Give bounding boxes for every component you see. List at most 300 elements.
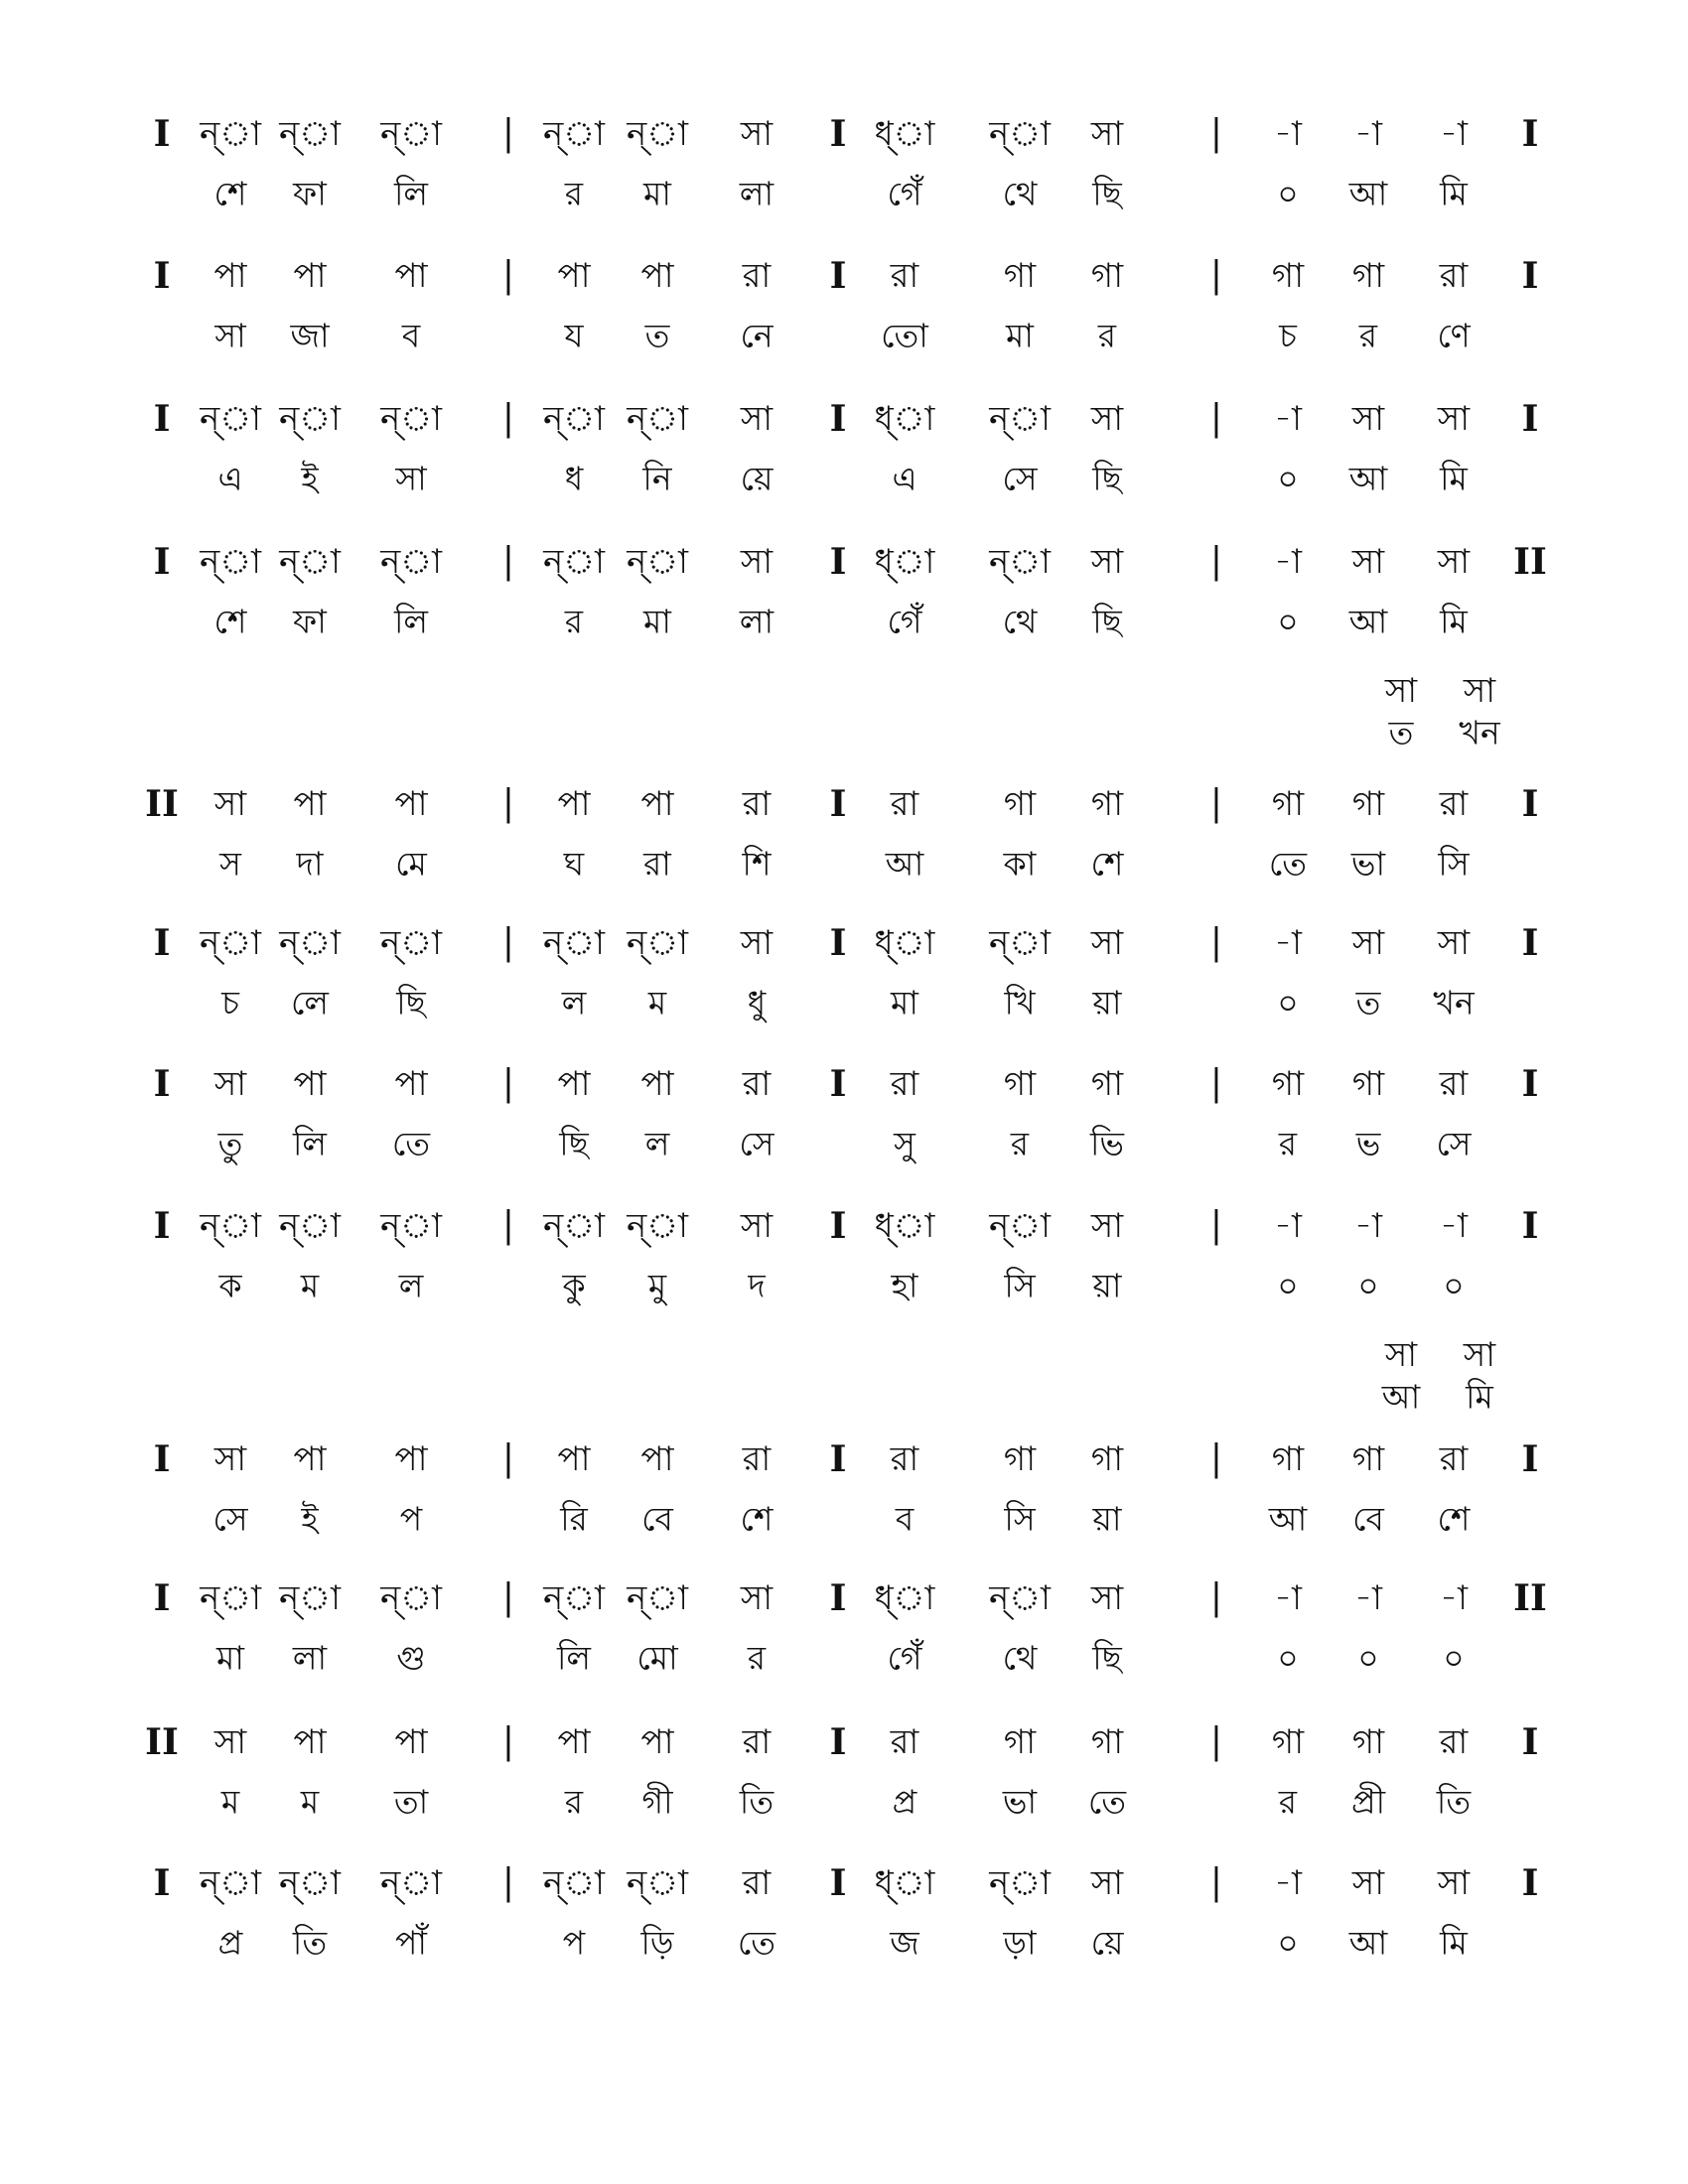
measure-marker: I [829,541,847,583]
lyric-syllable: মি [1440,459,1468,498]
swara-note: সা [740,1206,774,1246]
lyric-syllable: মা [216,1638,244,1678]
swara-note: ন্া [279,923,341,963]
swara-note: সা [213,1439,247,1479]
measure-marker: I [829,1205,847,1247]
measure-marker: I [1521,783,1539,825]
measure-marker: I [153,541,171,583]
coda-note: সা [1463,1335,1496,1375]
swara-note: রা [890,784,919,824]
lyric-syllable: ০ [1277,459,1299,498]
swara-note: ন্া [279,399,341,439]
swara-note: ন্া [380,1863,442,1903]
lyric-syllable: ই [301,1499,319,1539]
lyric-syllable: তা [393,1782,429,1822]
swara-note: সা [1090,399,1124,439]
beat-divider: | [1209,783,1223,824]
swara-note: পা [293,256,327,296]
lyric-syllable: শে [740,1499,774,1539]
measure-marker: I [1521,255,1539,297]
swara-note: পা [557,256,591,296]
lyric-syllable: ছি [1092,174,1122,213]
beat-divider: | [501,255,515,296]
coda-lyric: খন [1459,713,1500,752]
swara-note: ন্া [200,1863,261,1903]
beat-divider: | [1209,1862,1223,1903]
lyric-syllable: গী [641,1782,673,1822]
swara-note: ধ্া [874,399,935,439]
lyric-syllable: গেঁ [887,174,922,213]
lyric-syllable: ব [895,1499,914,1539]
swara-note: ন্া [627,1863,688,1903]
lyric-syllable: ম [300,1266,320,1305]
lyric-syllable: শে [213,602,247,641]
lyric-syllable: ড়ি [640,1923,674,1963]
measure-marker: II [1513,541,1547,583]
beat-divider: | [501,1721,515,1762]
swara-note: -া [1354,1206,1382,1246]
lyric-syllable: সি [1438,844,1470,884]
swara-note: রা [742,1863,772,1903]
lyric-syllable: আ [885,844,924,884]
swara-note: পা [557,1439,591,1479]
swara-note: সা [1437,542,1471,582]
swara-note: ন্া [279,542,341,582]
beat-divider: | [501,113,515,154]
swara-note: পা [213,256,247,296]
swara-note: গা [1351,1722,1385,1762]
lyric-syllable: ফা [293,602,327,641]
lyric-syllable: শে [213,174,247,213]
lyric-syllable: ত [1355,983,1381,1023]
swara-note: সা [1351,923,1385,963]
swara-note: ন্া [380,923,442,963]
swara-note: সা [213,784,247,824]
swara-note: পা [557,1722,591,1762]
beat-divider: | [1209,398,1223,439]
swara-note: ধ্া [874,1206,935,1246]
lyric-syllable: মি [1440,602,1468,641]
lyric-syllable: নে [740,316,774,355]
lyric-syllable: য [564,316,584,355]
lyric-syllable: ০ [1357,1266,1379,1305]
lyric-syllable: তো [881,316,928,355]
lyric-syllable: প্র [892,1782,917,1822]
lyric-syllable: মি [1440,1923,1468,1963]
lyric-syllable: তি [292,1923,328,1963]
beat-divider: | [501,1063,515,1104]
lyric-syllable: সা [395,459,427,498]
beat-divider: | [1209,113,1223,154]
lyric-syllable: থে [1002,1638,1038,1678]
swara-note: ন্া [200,923,261,963]
swara-note: গা [1003,1722,1037,1762]
lyric-syllable: ণে [1437,316,1471,355]
lyric-syllable: ০ [1277,1638,1299,1678]
swara-note: সা [1090,1863,1124,1903]
lyric-syllable: ম [300,1782,320,1822]
lyric-syllable: ই [301,459,319,498]
lyric-syllable: নি [642,459,672,498]
swara-note: ধ্া [874,923,935,963]
lyric-syllable: য়ে [740,459,774,498]
swara-note: ন্া [279,1863,341,1903]
coda-note: সা [1463,671,1496,711]
swara-note: পা [394,784,428,824]
lyric-syllable: রা [643,844,671,884]
swara-note: -া [1274,542,1302,582]
swara-note: রা [742,784,772,824]
lyric-syllable: ল [398,1266,424,1305]
beat-divider: | [1209,541,1223,582]
swara-note: পা [394,256,428,296]
lyric-syllable: ০ [1277,1923,1299,1963]
lyric-syllable: তি [739,1782,774,1822]
swara-note: সা [1090,1206,1124,1246]
lyric-syllable: ল [644,1124,670,1163]
measure-marker: I [1521,1862,1539,1904]
lyric-syllable: গু [396,1638,426,1678]
lyric-syllable: চ [221,983,239,1023]
lyric-syllable: সা [214,316,246,355]
lyric-syllable: শি [742,844,772,884]
lyric-syllable: ছি [1092,1638,1122,1678]
beat-divider: | [501,1438,515,1479]
lyric-syllable: মো [636,1638,678,1678]
swara-note: সা [1437,923,1471,963]
coda-note: সা [1384,1335,1418,1375]
lyric-syllable: ভা [1002,1782,1038,1822]
swara-note: সা [740,542,774,582]
lyric-syllable: বে [1352,1499,1384,1539]
measure-marker: I [829,922,847,964]
swara-note: -া [1274,1578,1302,1618]
beat-divider: | [501,1577,515,1618]
swara-note: গা [1090,1439,1124,1479]
lyric-syllable: ল [561,983,587,1023]
beat-divider: | [501,1205,515,1246]
lyric-syllable: ড়া [1003,1923,1037,1963]
swara-note: পা [557,784,591,824]
swara-note: ধ্া [874,542,935,582]
lyric-syllable: মু [647,1266,667,1305]
swara-note: সা [1437,1863,1471,1903]
lyric-syllable: হা [891,1266,918,1305]
swara-note: রা [1439,256,1469,296]
lyric-syllable: কা [1003,844,1037,884]
lyric-syllable: স [219,844,241,884]
measure-marker: II [145,783,179,825]
swara-note: রা [742,1722,772,1762]
swara-note: গা [1003,784,1037,824]
swara-note: ন্া [627,923,688,963]
measure-marker: I [829,1577,847,1619]
swara-note: গা [1271,1439,1305,1479]
lyric-syllable: সে [739,1124,774,1163]
lyric-syllable: মি [1440,174,1468,213]
beat-divider: | [1209,922,1223,963]
swara-note: পা [640,256,674,296]
lyric-syllable: ০ [1357,1638,1379,1678]
swara-note: ন্া [200,114,261,154]
swara-note: ন্া [627,1578,688,1618]
measure-marker: I [829,113,847,155]
swara-note: সা [1351,399,1385,439]
swara-note: সা [1351,1863,1385,1903]
swara-note: গা [1351,256,1385,296]
swara-note: ন্া [380,399,442,439]
measure-marker: I [1521,1205,1539,1247]
swara-note: ন্া [989,1863,1051,1903]
swara-note: ন্া [200,1206,261,1246]
swara-note: রা [890,256,919,296]
lyric-syllable: য়া [1092,1266,1122,1305]
swara-note: পা [293,1722,327,1762]
swara-note: ন্া [543,1863,605,1903]
swara-note: রা [890,1722,919,1762]
lyric-syllable: ভা [1350,844,1386,884]
measure-marker: I [829,1438,847,1480]
lyric-syllable: র [1010,1124,1030,1163]
swara-note: রা [1439,1064,1469,1104]
lyric-syllable: চ [1279,316,1297,355]
coda-lyric: মি [1466,1377,1493,1417]
lyric-syllable: ০ [1277,1266,1299,1305]
lyric-syllable: দা [296,844,324,884]
lyric-syllable: শে [1437,1499,1471,1539]
swara-note: -া [1354,114,1382,154]
swara-note: ন্া [543,1206,605,1246]
lyric-syllable: এ [217,459,243,498]
lyric-syllable: মা [643,174,671,213]
lyric-syllable: মা [1006,316,1034,355]
swara-note: পা [557,1064,591,1104]
lyric-syllable: খি [1004,983,1036,1023]
swara-note: ন্া [380,542,442,582]
lyric-syllable: লা [292,1638,328,1678]
beat-divider: | [501,541,515,582]
lyric-syllable: তে [737,1923,776,1963]
lyric-syllable: গেঁ [887,1638,922,1678]
swara-note: পা [640,784,674,824]
swara-note: ন্া [543,542,605,582]
lyric-syllable: ছি [1092,459,1122,498]
swara-note: রা [742,1064,772,1104]
measure-marker: I [153,1205,171,1247]
swara-note: সা [213,1064,247,1104]
beat-divider: | [501,783,515,824]
swara-note: -া [1274,1863,1302,1903]
measure-marker: I [1521,1063,1539,1105]
swara-note: পা [394,1722,428,1762]
swara-note: পা [394,1439,428,1479]
measure-marker: I [153,922,171,964]
swara-note: সা [1437,399,1471,439]
swara-note: গা [1090,784,1124,824]
coda-lyric: আ [1381,1377,1421,1417]
measure-marker: I [153,113,171,155]
swara-note: গা [1003,256,1037,296]
measure-marker: I [829,1063,847,1105]
lyric-syllable: তু [217,1124,243,1163]
lyric-syllable: দ [748,1266,766,1305]
swara-note: সা [1090,114,1124,154]
measure-marker: I [829,783,847,825]
coda-lyric: ত [1388,713,1414,752]
lyric-syllable: প [562,1923,586,1963]
beat-divider: | [501,922,515,963]
swara-note: পা [293,784,327,824]
lyric-syllable: তি [1436,1782,1472,1822]
swara-note: সা [740,923,774,963]
swara-note: ন্া [279,1206,341,1246]
lyric-syllable: সে [1002,459,1038,498]
swara-note: -া [1354,1578,1382,1618]
lyric-syllable: থে [1002,602,1038,641]
swara-note: -া [1274,399,1302,439]
lyric-syllable: মা [643,602,671,641]
beat-divider: | [1209,1205,1223,1246]
swara-note: গা [1351,1064,1385,1104]
swara-note: রা [1439,784,1469,824]
measure-marker: I [1521,398,1539,440]
lyric-syllable: র [747,1638,767,1678]
swara-note: ন্া [543,923,605,963]
swara-note: ন্া [989,399,1051,439]
lyric-syllable: থে [1002,174,1038,213]
lyric-syllable: রি [560,1499,588,1539]
lyric-syllable: প্রী [1350,1782,1386,1822]
lyric-syllable: ০ [1443,1266,1465,1305]
swara-note: গা [1003,1439,1037,1479]
swara-note: পা [293,1439,327,1479]
swara-note: ন্া [543,114,605,154]
swara-note: গা [1351,784,1385,824]
swara-note: পা [640,1439,674,1479]
swara-note: গা [1271,256,1305,296]
beat-divider: | [1209,255,1223,296]
lyric-syllable: ম [220,1782,240,1822]
lyric-syllable: লি [556,1638,592,1678]
swara-note: ন্া [627,1206,688,1246]
lyric-syllable: র [1278,1782,1298,1822]
measure-marker: I [153,1862,171,1904]
lyric-syllable: বে [641,1499,673,1539]
lyric-syllable: ভি [1089,1124,1125,1163]
lyric-syllable: আ [1348,602,1388,641]
swara-note: রা [890,1439,919,1479]
swara-note: ন্া [200,399,261,439]
swara-note: গা [1090,256,1124,296]
measure-marker: I [1521,113,1539,155]
lyric-syllable: য়া [1092,983,1122,1023]
swara-note: ধ্া [874,114,935,154]
swara-note: -া [1274,1206,1302,1246]
swara-note: -া [1274,114,1302,154]
beat-divider: | [1209,1438,1223,1479]
lyric-syllable: ম [647,983,667,1023]
swara-note: ন্া [380,1206,442,1246]
swara-note: ন্া [989,114,1051,154]
swara-note: রা [1439,1722,1469,1762]
lyric-syllable: আ [1348,1923,1388,1963]
measure-marker: I [1521,922,1539,964]
swara-note: সা [740,399,774,439]
lyric-syllable: জ [890,1923,919,1963]
lyric-syllable: লি [292,1124,328,1163]
measure-marker: I [829,398,847,440]
lyric-syllable: লি [393,602,429,641]
lyric-syllable: জা [290,316,330,355]
swara-note: পা [640,1064,674,1104]
lyric-syllable: ছি [1092,602,1122,641]
lyric-syllable: খন [1433,983,1475,1023]
lyric-syllable: সি [1004,1266,1036,1305]
lyric-syllable: ০ [1277,174,1299,213]
swara-note: ন্া [279,1578,341,1618]
lyric-syllable: গেঁ [887,602,922,641]
swara-note: পা [394,1064,428,1104]
measure-marker: I [153,398,171,440]
swara-note: ধ্া [874,1863,935,1903]
swara-note: সা [740,114,774,154]
swara-note: -া [1274,923,1302,963]
lyric-syllable: ধু [747,983,767,1023]
lyric-syllable: য়া [1092,1499,1122,1539]
lyric-syllable: তে [1268,844,1308,884]
swara-note: সা [740,1578,774,1618]
beat-divider: | [501,1862,515,1903]
measure-marker: I [1521,1721,1539,1763]
swara-note: পা [293,1064,327,1104]
swara-note: সা [1090,1578,1124,1618]
lyric-syllable: সে [1436,1124,1472,1163]
swara-note: ন্া [200,542,261,582]
lyric-syllable: র [564,602,584,641]
lyric-syllable: সি [1004,1499,1036,1539]
lyric-syllable: আ [1348,174,1388,213]
lyric-syllable: মা [891,983,918,1023]
swara-note: গা [1271,1722,1305,1762]
lyric-syllable: ছি [396,983,426,1023]
lyric-syllable: ০ [1443,1638,1465,1678]
swara-note: ন্া [627,542,688,582]
swara-note: ন্া [627,114,688,154]
lyric-syllable: লে [291,983,329,1023]
swara-note: ন্া [989,542,1051,582]
swara-note: ন্া [627,399,688,439]
swara-note: ন্া [380,1578,442,1618]
lyric-syllable: র [564,1782,584,1822]
swara-note: -া [1440,114,1468,154]
swara-note: ন্া [543,1578,605,1618]
swara-note: সা [1090,923,1124,963]
lyric-syllable: কু [562,1266,586,1305]
swara-note: ন্া [279,114,341,154]
beat-divider: | [1209,1577,1223,1618]
swara-note: ন্া [200,1578,261,1618]
lyric-syllable: ক [218,1266,242,1305]
lyric-syllable: র [564,174,584,213]
lyric-syllable: লা [739,174,774,213]
lyric-syllable: র [1097,316,1117,355]
lyric-syllable: এ [892,459,917,498]
lyric-syllable: সে [212,1499,248,1539]
measure-marker: I [829,1862,847,1904]
lyric-syllable: তে [391,1124,431,1163]
lyric-syllable: ঘ [563,844,585,884]
measure-marker: I [153,1438,171,1480]
